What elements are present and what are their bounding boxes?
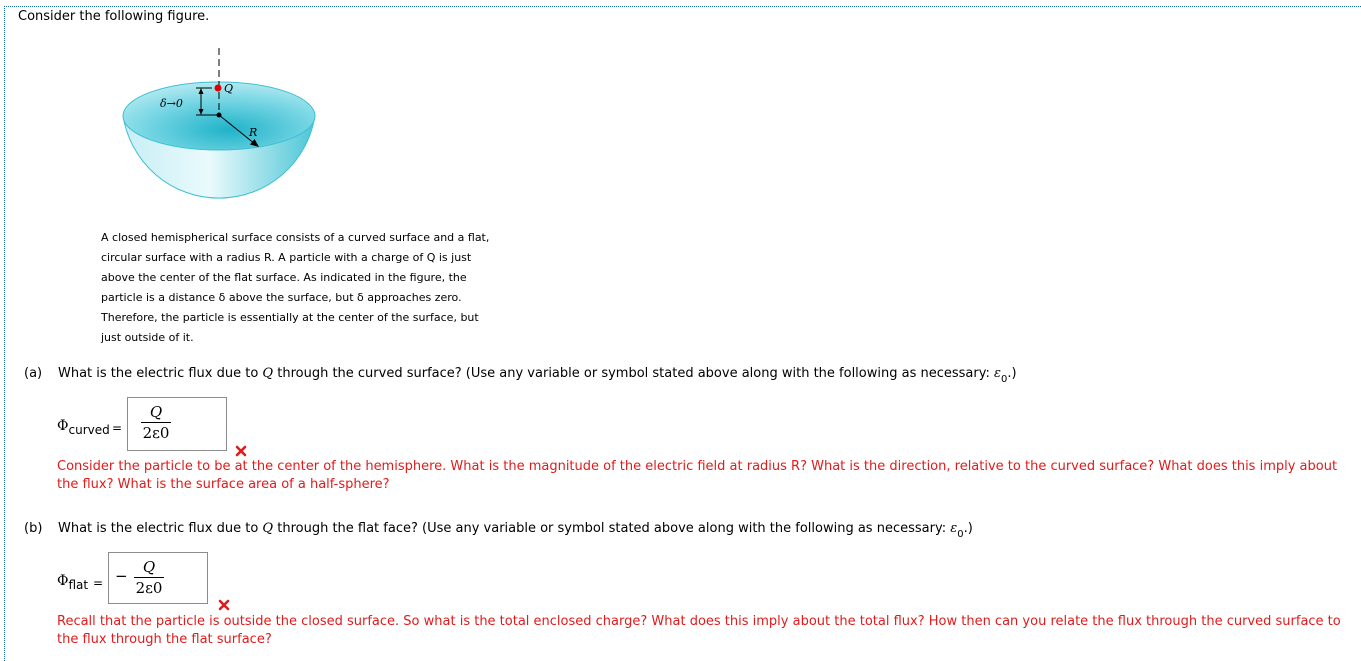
radius-label: R xyxy=(249,126,258,139)
answer-a-input[interactable] xyxy=(127,397,227,451)
answer-b-fraction: Q 2ε0 xyxy=(135,558,163,597)
hint-a: Consider the particle to be at the center of the hemisphere. What is the magnitude of the electric field at radius R? What is the direction, relative to the curved surface? What does this imply about the flux? What is the surface area of a half-sphere? xyxy=(57,459,1338,492)
figure-caption: A closed hemispherical surface consists of a curved surface and a flat, circular surface with a radius R. A particle with a charge of Q is just above the center of the flat surface. As indicated in the figure, the particle is a distance δ above the surface, but δ approaches zero. Therefore, the particle is essentially at the center of the surface, but just outside of it. xyxy=(101,231,490,344)
answer-b-input[interactable] xyxy=(108,552,208,604)
equals-a: = xyxy=(112,421,123,435)
question-b-text: What is the electric flux due to Q through the flat face? (Use any variable or symbol stated above along with the following as necessary: $\varepsilon_0$.) xyxy=(58,521,973,540)
hemisphere-figure xyxy=(100,40,360,230)
question-b-label: (b) xyxy=(24,521,43,536)
wrong-icon-a xyxy=(235,445,247,457)
answer-b-sign: − xyxy=(115,567,128,585)
equals-b: = xyxy=(93,576,104,590)
intro-text: Consider the following figure. xyxy=(18,9,210,24)
phi-flat-label: Φflat xyxy=(57,573,89,592)
answer-a-fraction: Q 2ε0 xyxy=(142,403,170,442)
question-a-label: (a) xyxy=(24,366,43,381)
delta-label: δ→0 xyxy=(160,97,183,110)
question-a-text: What is the electric flux due to Q through the curved surface? (Use any variable or symbol stated above along with the following as necessary: $\varepsilon_0$.) xyxy=(58,366,1017,385)
hint-b: Recall that the particle is outside the closed surface. So what is the total enclosed charge? What does this imply about the total flux? How then can you relate the flux through the curved surface to the flux through the flat surface? xyxy=(57,614,1341,647)
phi-curved-label: Φcurved xyxy=(57,418,110,437)
charge-dot xyxy=(215,85,222,92)
wrong-icon-b xyxy=(218,599,230,611)
charge-label: Q xyxy=(224,82,234,95)
